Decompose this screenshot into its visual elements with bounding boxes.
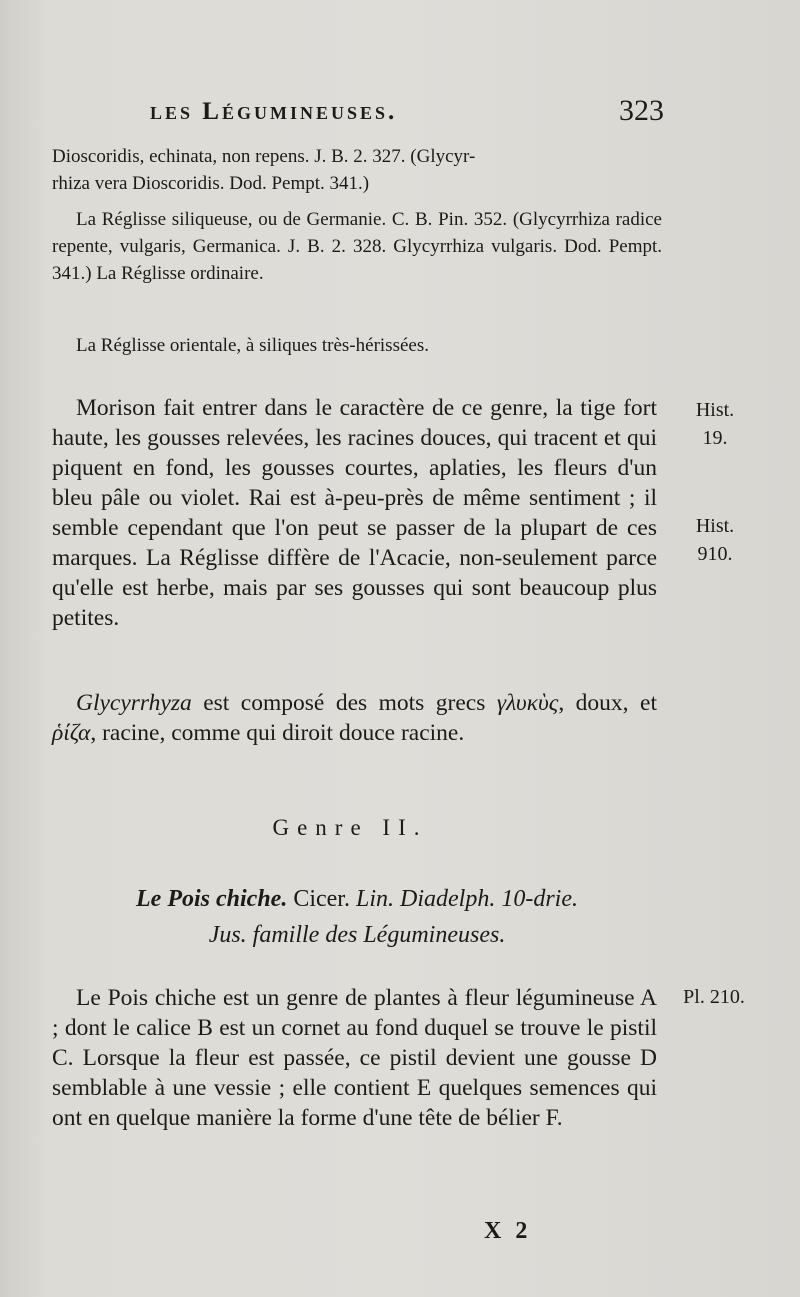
genre-jussieu: Jus. famille des Légumineuses. — [208, 922, 506, 948]
genre-linnaeus: Lin. Diadelph. — [355, 886, 496, 912]
margin-note-2-label: Hist. — [695, 515, 735, 537]
synonym-paragraph-2: La Réglisse siliqueuse, ou de Germanie. C. B. Pin. 352. (Glycyrrhiza radice repente, vulgaris, Germanica. J. B. 2. 328. Glycyrrhiza vulgaris. Dod. Pempt. 341.) La Réglisse ordinaire. — [52, 209, 662, 284]
pois-paragraph: Le Pois chiche est un genre de plantes à fleur légumineuse A ; dont le calice B est un cornet au fond duquel se trouve le pistil C. Lorsque la fleur est passée, ce pistil devient une gousse D semblable à une vessie ; elle contient E quelques semences qui ont en quelque manière la forme d'une tête de bélier F. — [52, 985, 657, 1131]
page-number: 323 — [619, 94, 664, 127]
genre-class: 10-drie. — [495, 886, 578, 912]
genre-heading: Genre II. — [272, 815, 428, 840]
genre-title — [52, 881, 662, 953]
greek-word-sweet: γλυκὺς — [496, 690, 559, 716]
margin-note-2 — [680, 512, 750, 568]
running-title: les Légumineuses. — [150, 98, 398, 125]
etymology-text-2: , doux, et — [558, 690, 657, 716]
margin-note-plate: Pl. 210. — [683, 986, 745, 1008]
margin-note-1-number: 19. — [702, 427, 728, 449]
synonym-line-1: Dioscoridis, echinata, non repens. J. B. 2. 327. (Glycyr- — [52, 146, 476, 167]
synonym-paragraph-1 — [52, 143, 662, 197]
synonym-line-2: rhiza vera Dioscoridis. Dod. Pempt. 341.) — [52, 173, 370, 194]
synonym-paragraph-3: La Réglisse orientale, à siliques très-hérissées. — [76, 335, 429, 356]
margin-note-1 — [680, 396, 750, 452]
genre-name: Le Pois chiche. — [136, 886, 288, 912]
margin-note-2-number: 910. — [697, 543, 733, 565]
genre-latin: Cicer. — [287, 886, 356, 912]
etymology-text-1: est composé des mots grecs — [191, 690, 497, 716]
main-paragraph: Morison fait entrer dans le caractère de ce genre, la tige fort haute, les gousses relevées, les racines douces, qui tracent et qui piquent en fond, les gousses courtes, aplaties, les fleurs d'un bleu pâle ou violet. Rai est à-peu-près de même sentiment ; il semble cependant que l'on peut se passer de la plupart de ces marques. La Réglisse diffère de l'Acacie, non-seulement parce qu'elle est herbe, mais par ses gousses qui sont beaucoup plus petites. — [52, 395, 657, 631]
greek-word-root: ῥίζα — [52, 720, 91, 746]
etymology-paragraph — [52, 688, 657, 748]
signature-mark: X 2 — [484, 1218, 532, 1244]
etymology-term: Glycyrrhyza — [76, 690, 192, 716]
etymology-text-3: , racine, comme qui diroit douce racine. — [90, 720, 465, 746]
margin-note-1-label: Hist. — [695, 399, 735, 421]
